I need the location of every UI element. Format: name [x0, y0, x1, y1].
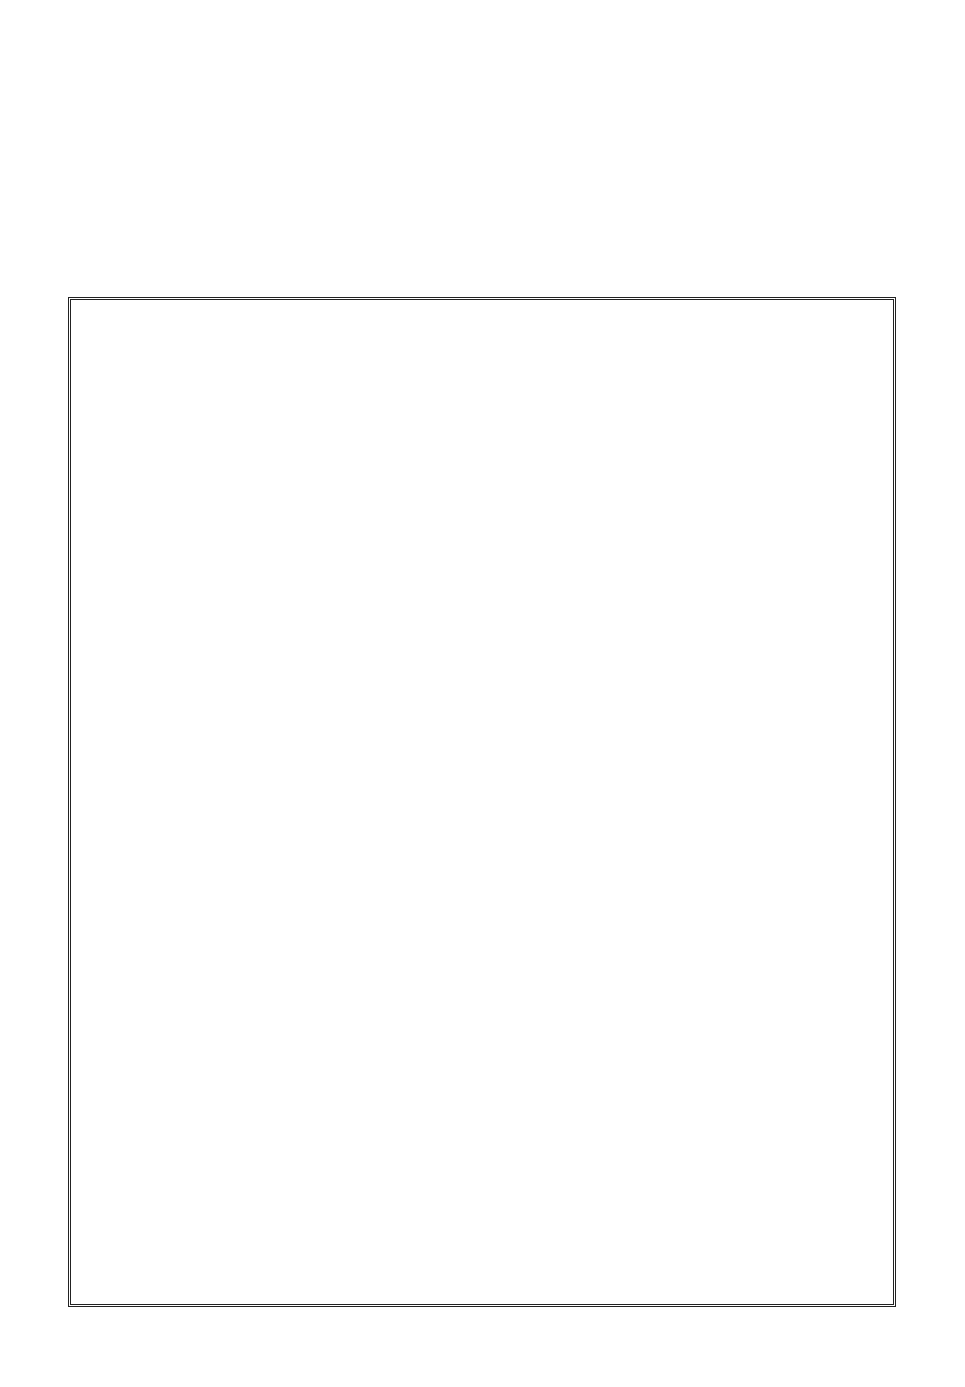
- traffic-table: [68, 297, 896, 1307]
